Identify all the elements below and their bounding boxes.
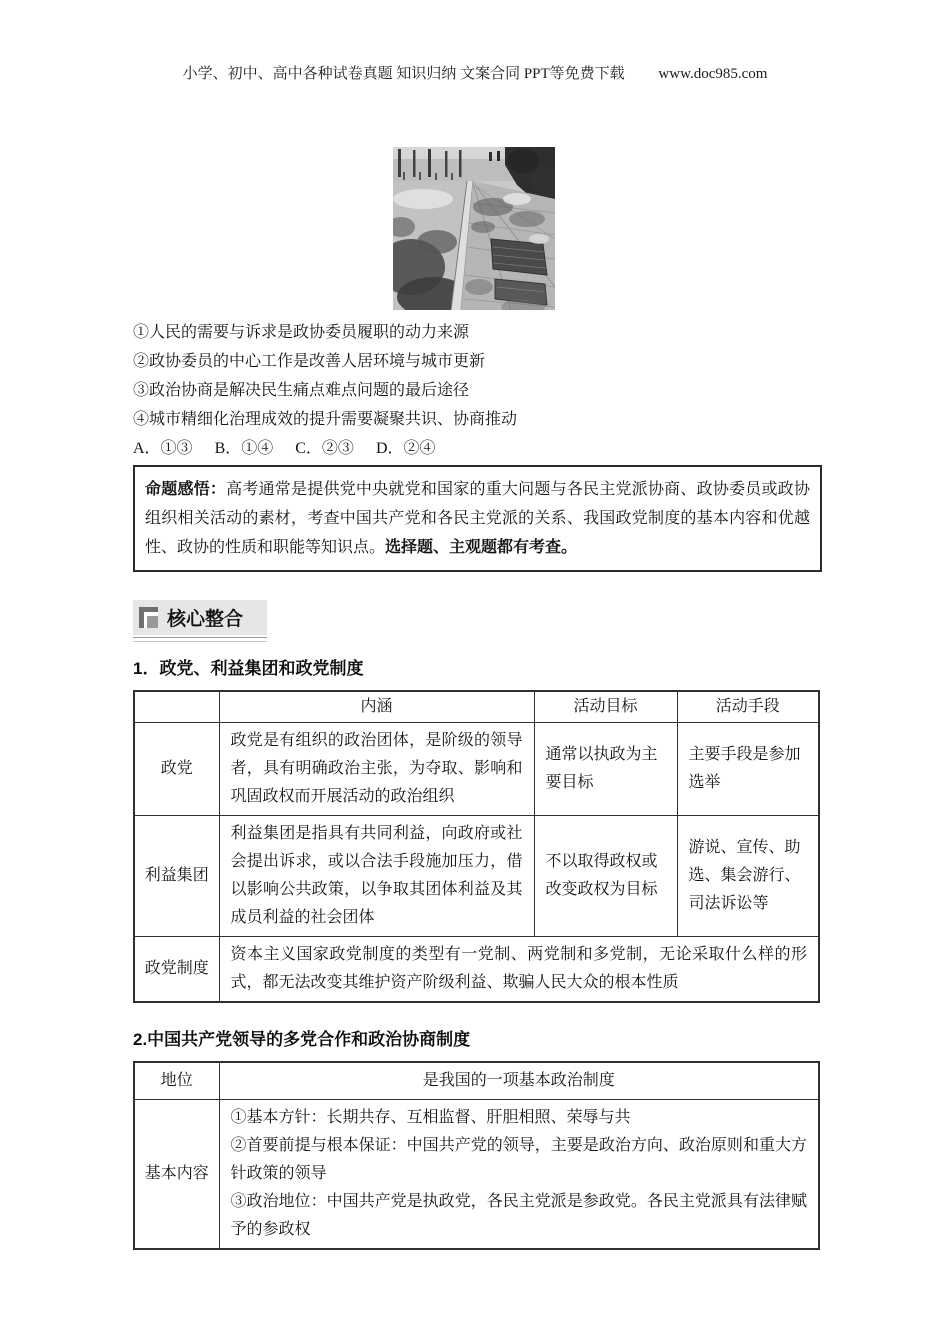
header-cell-means: 活动手段 — [677, 691, 819, 723]
exam-insight-body: 高考通常是提供党中央就党和国家的重大问题与各民主党派协商、政协委员或政协组织相关活动的素材，考查中国共产党和各民主党派的关系、我国政党制度的基本内容和优越性、政协的性质和职能等知识点。 — [145, 481, 810, 556]
table-row-interest-group — [134, 816, 819, 937]
statement-1: ①人民的需要与诉求是政协委员履职的动力来源 — [133, 324, 470, 341]
row-label: 政党 — [134, 723, 219, 816]
option-d: D．②④ — [375, 440, 436, 457]
table-cell: 通常以执政为主要目标 — [534, 723, 677, 816]
basic-content-item-2: ②首要前提与根本保证：中国共产党的领导，主要是政治方向、政治原则和重大方针政策的领导 — [230, 1137, 807, 1182]
basic-content-item-3: ③政治地位：中国共产党是执政党，各民主党派是参政党。各民主党派具有法律赋予的参政权 — [230, 1193, 807, 1238]
core-section-title: 核心整合 — [167, 609, 244, 630]
table-row-status — [134, 1062, 819, 1100]
row-label: 地位 — [134, 1062, 219, 1100]
core-section-badge — [133, 600, 267, 642]
basic-content-item-1: ①基本方针：长期共存、互相监督、肝胆相照、荣辱与共 — [230, 1109, 631, 1126]
badge-underline — [133, 637, 267, 642]
corner-block-icon — [139, 607, 158, 628]
site-header-links: 小学、初中、高中各种试卷真题 知识归纳 文案合同 PPT等免费下载 — [182, 66, 625, 82]
answer-options — [133, 434, 822, 463]
site-link: www.doc985.com — [658, 66, 768, 82]
option-c: C．②③ — [295, 440, 354, 457]
table-cell: 利益集团是指具有共同利益，向政府或社会提出诉求，或以合法手段施加压力，借以影响公共政策，以争取其团体利益及其成员利益的社会团体 — [219, 816, 534, 937]
parties-table — [133, 690, 820, 1003]
exam-insight-box — [133, 465, 822, 572]
street-photo-image — [393, 147, 555, 310]
topic1-heading: 1．政党、利益集团和政党制度 — [133, 659, 364, 678]
table-row-basic-content — [134, 1100, 819, 1250]
statement-3: ③政治协商是解决民生痛点难点问题的最后途径 — [133, 382, 470, 399]
table-cell: 是我国的一项基本政治制度 — [219, 1062, 819, 1100]
table-row-party — [134, 723, 819, 816]
option-a: A．①③ — [133, 440, 193, 457]
table-cell: 游说、宣传、助选、集会游行、司法诉讼等 — [677, 816, 819, 937]
row-label: 基本内容 — [134, 1100, 219, 1250]
table-cell: 不以取得政权或改变政权为目标 — [534, 816, 677, 937]
exam-insight-emphasis: 选择题、主观题都有考查。 — [385, 539, 578, 556]
parties-table-header-row — [134, 691, 819, 723]
row-label: 政党制度 — [134, 937, 219, 1003]
cooperation-table — [133, 1061, 820, 1250]
header-cell-goal: 活动目标 — [534, 691, 677, 723]
table-cell: 资本主义国家政党制度的类型有一党制、两党制和多党制，无论采取什么样的形式，都无法改变其维护资产阶级利益、欺骗人民大众的根本性质 — [219, 937, 819, 1003]
topic2-heading: 2.中国共产党领导的多党合作和政治协商制度 — [133, 1030, 471, 1049]
table-row-party-system — [134, 937, 819, 1003]
exam-insight-label: 命题感悟： — [145, 481, 227, 498]
option-b: B．①④ — [214, 440, 274, 457]
table-cell: 主要手段是参加选举 — [677, 723, 819, 816]
statement-2: ②政协委员的中心工作是改善人居环境与城市更新 — [133, 353, 486, 370]
table-cell: 政党是有组织的政治团体，是阶级的领导者，具有明确政治主张，为夺取、影响和巩固政权而开展活动的政治组织 — [219, 723, 534, 816]
header-cell-empty — [134, 691, 219, 723]
header-cell-connotation: 内涵 — [219, 691, 534, 723]
street-photo — [393, 147, 555, 310]
page-content — [133, 318, 822, 1250]
table-cell — [219, 1100, 819, 1250]
site-header — [0, 62, 950, 83]
row-label: 利益集团 — [134, 816, 219, 937]
statement-4: ④城市精细化治理成效的提升需要凝聚共识、协商推动 — [133, 411, 518, 428]
